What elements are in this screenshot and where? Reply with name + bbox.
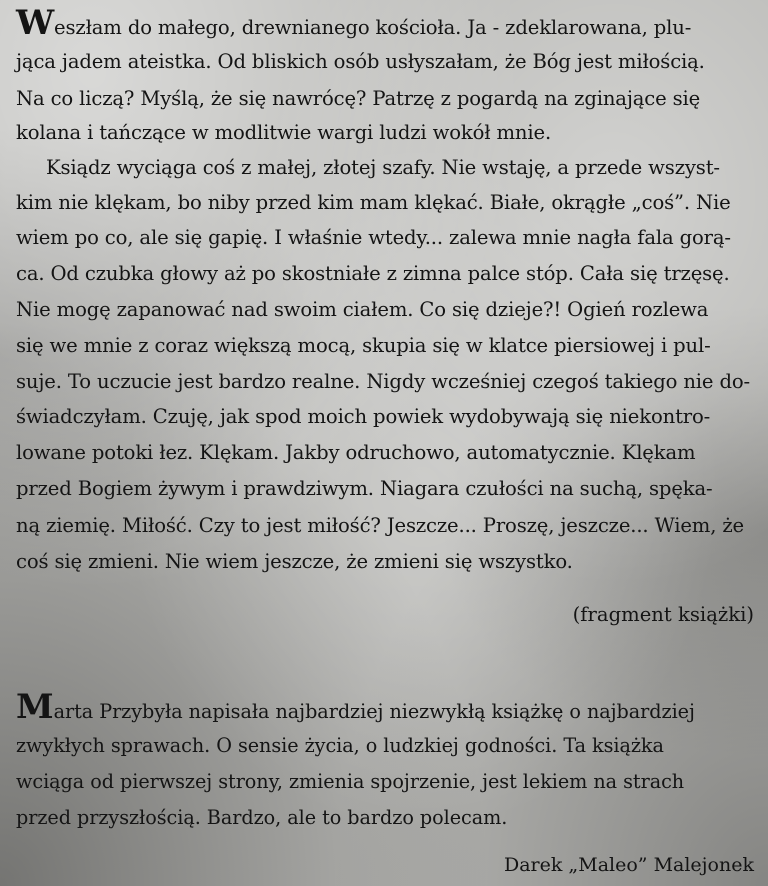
excerpt-line-14: przed Bogiem żywym i prawdziwym. Niagara czułości na suchą, spęka-: [16, 477, 713, 500]
excerpt-line-16: coś się zmieni. Nie wiem jeszcze, że zmieni się wszystko.: [16, 550, 573, 573]
excerpt-line-2: jąca jadem ateistka. Od bliskich osób usłyszałam, że Bóg jest miłością.: [16, 50, 705, 73]
review-line-1: Marta Przybyła napisała najbardziej niezwykłą książkę o najbardziej: [16, 687, 695, 727]
excerpt-line-5: Ksiądz wyciąga coś z małej, złotej szafy. Nie wstaję, a przede wszyst-: [46, 156, 720, 179]
excerpt-line-13: lowane potoki łez. Klękam. Jakby odruchowo, automatycznie. Klękam: [16, 441, 696, 464]
excerpt-line-3: Na co liczą? Myślą, że się nawrócę? Patrzę z pogardą na zginające się: [16, 87, 701, 110]
excerpt-line-12: świadczyłam. Czuję, jak spod moich powiek wydobywają się niekontro-: [16, 405, 711, 428]
excerpt-line-8: ca. Od czubka głowy aż po skostniałe z zimna palce stóp. Cała się trzęsę.: [16, 262, 730, 285]
excerpt-line-15: ną ziemię. Miłość. Czy to jest miłość? Jeszcze... Proszę, jeszcze... Wiem, że: [16, 514, 744, 537]
excerpt-line-11: suje. To uczucie jest bardzo realne. Nigdy wcześniej czegoś takiego nie do-: [16, 370, 750, 393]
excerpt-line-1: Weszłam do małego, drewnianego kościoła. Ja - zdeklarowana, plu-: [16, 3, 692, 43]
review-dropcap: M: [16, 687, 54, 727]
review-line-4: przed przyszłością. Bardzo, ale to bardzo polecam.: [16, 806, 508, 829]
excerpt-line-6: kim nie klękam, bo niby przed kim mam klękać. Białe, okrągłe „coś”. Nie: [16, 191, 731, 214]
excerpt-line-9: Nie mogę zapanować nad swoim ciałem. Co się dzieje?! Ogień rozlewa: [16, 298, 709, 321]
review-line-2: zwykłych sprawach. O sensie życia, o ludzkiej godności. Ta książka: [16, 734, 664, 757]
excerpt-dropcap: W: [16, 3, 55, 43]
excerpt-line-10: się we mnie z coraz większą mocą, skupia się w klatce piersiowej i pul-: [16, 334, 711, 357]
review-signature: Darek „Maleo” Malejonek: [503, 854, 754, 876]
review-line-3: wciąga od pierwszej strony, zmienia spojrzenie, jest lekiem na strach: [16, 770, 685, 793]
excerpt-source-note: (fragment książki): [572, 603, 754, 626]
excerpt-line-4: kolana i tańczące w modlitwie wargi ludzi wokół mnie.: [16, 121, 552, 144]
excerpt-line-7: wiem po co, ale się gapię. I właśnie wtedy... zalewa mnie nagła fala gorą-: [16, 226, 731, 249]
